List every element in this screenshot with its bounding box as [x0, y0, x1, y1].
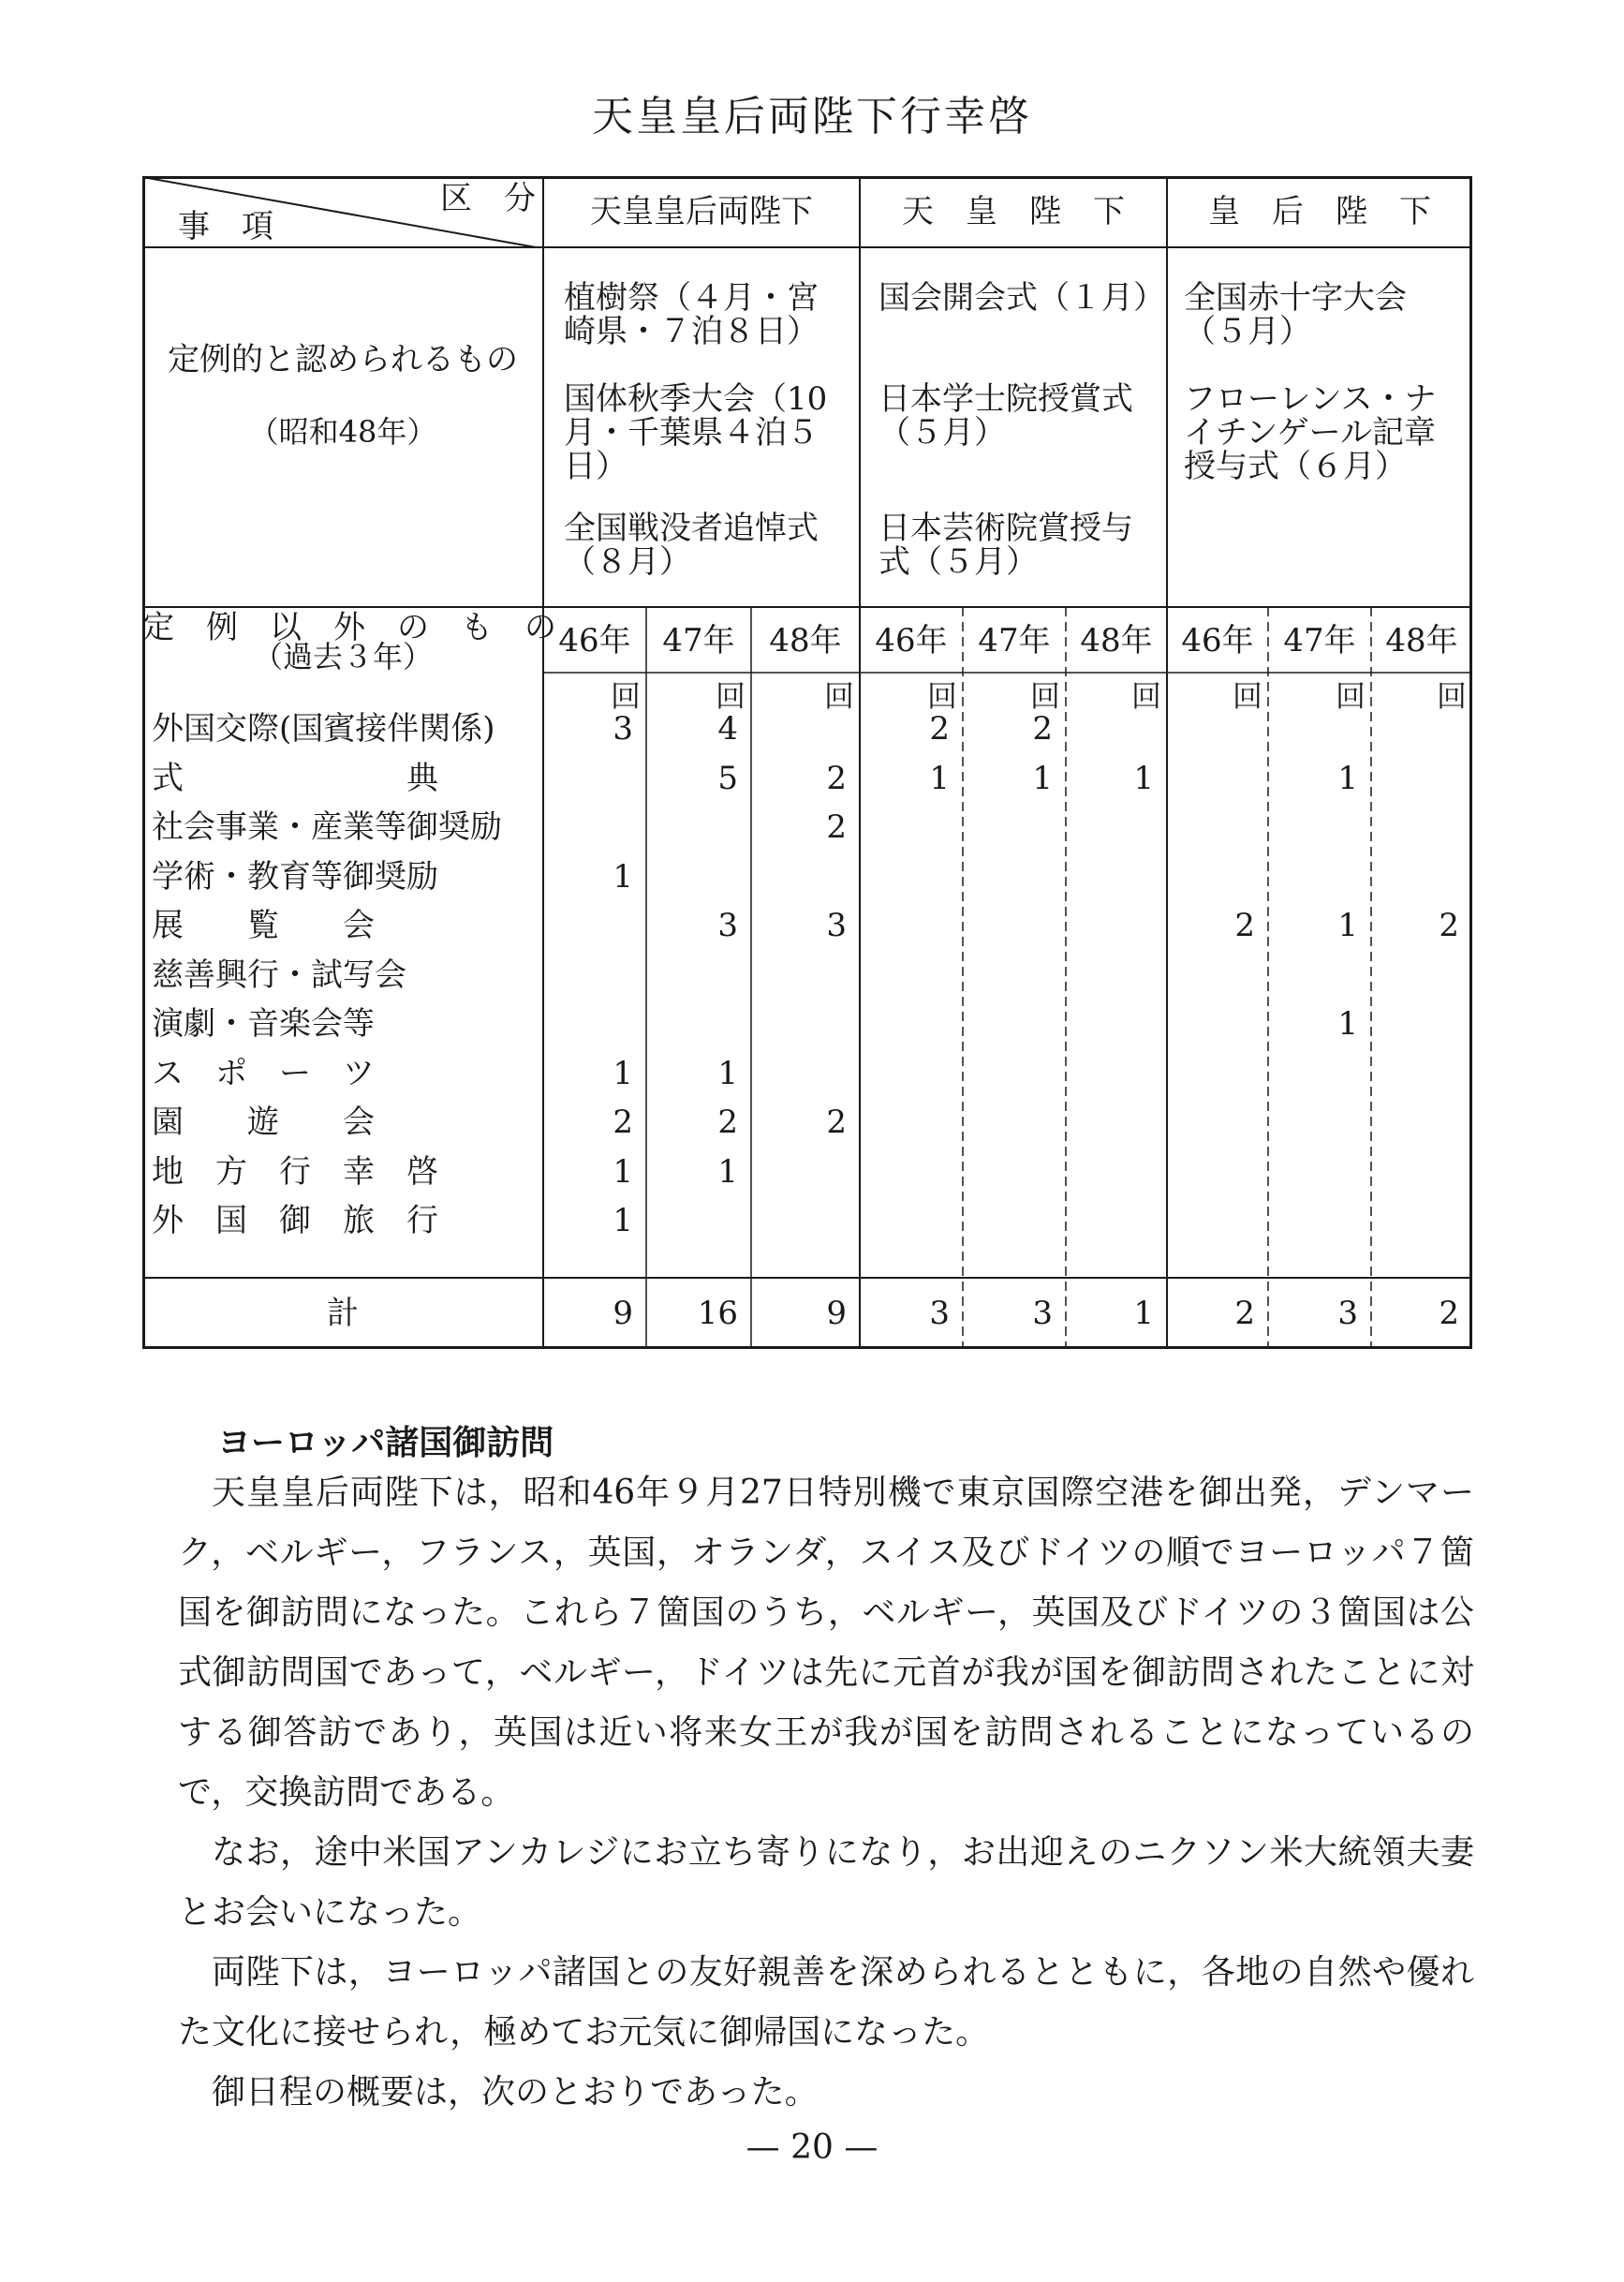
page-number: — 20 —	[746, 2128, 878, 2167]
count-value: 3	[826, 907, 847, 944]
year-header: 46年	[1181, 622, 1254, 659]
count-value: 1	[717, 1054, 738, 1092]
year-header: 47年	[662, 622, 735, 659]
count-value: 2	[1032, 710, 1053, 748]
unit-label: 回	[1436, 678, 1467, 714]
page-title: 天皇皇后両陛下行幸啓	[592, 93, 1032, 141]
count-value: 2	[826, 1104, 847, 1141]
row-label: 社会事業・産業等御奨励	[152, 808, 502, 846]
total-value: 9	[826, 1295, 847, 1332]
count-value: 2	[929, 710, 950, 748]
regular-events-label: 定例的と認められるもの	[168, 341, 518, 378]
year-header: 46年	[875, 622, 948, 659]
total-value: 1	[1133, 1295, 1154, 1332]
count-value: 1	[1337, 759, 1358, 797]
group-header-emperor: 天 皇 陛 下	[902, 193, 1125, 230]
section-heading: ヨーロッパ諸国御訪問	[217, 1424, 554, 1462]
paragraph: 御日程の概要は，次のとおりであった。	[212, 2073, 819, 2112]
event-table	[142, 176, 1472, 1349]
row-label: 地 方 行 幸 啓	[152, 1152, 438, 1191]
total-value: 9	[613, 1295, 633, 1332]
count-value: 1	[717, 1152, 738, 1191]
regular-event: 国体秋季大会（10 月・千葉県４泊５ 日）	[564, 380, 828, 485]
group-header-both: 天皇皇后両陛下	[590, 193, 813, 230]
unit-label: 回	[715, 678, 746, 714]
unit-label: 回	[610, 678, 641, 714]
regular-events-year: （昭和48年）	[248, 414, 437, 450]
corner-kubun-label: 区 分	[440, 180, 536, 217]
total-value: 3	[1032, 1295, 1053, 1332]
other-events-subtitle: （過去３年）	[252, 639, 433, 674]
row-label: ス ポ ー ツ	[152, 1054, 375, 1092]
paragraph: なお，途中米国アンカレジにお立ち寄りになり，お出迎えのニクソン米大統領夫妻とお会いになった。	[178, 1833, 1474, 1932]
count-value: 1	[1032, 759, 1053, 797]
corner-jikou-label: 事 項	[178, 208, 273, 245]
count-value: 3	[717, 907, 738, 944]
row-label: 式 典	[152, 759, 438, 797]
count-value: 1	[613, 1054, 633, 1092]
total-value: 16	[697, 1295, 738, 1332]
total-value: 2	[1439, 1295, 1459, 1332]
unit-label: 回	[823, 678, 854, 714]
count-value: 2	[613, 1104, 633, 1141]
count-value: 5	[717, 759, 738, 797]
count-value: 3	[613, 710, 633, 748]
unit-label: 回	[1232, 678, 1262, 714]
regular-event: 日本芸術院賞授与 式（５月）	[878, 510, 1133, 581]
paragraph: 両陛下は，ヨーロッパ諸国との友好親善を深められるとともに，各地の自然や優れた文化に接せられ，極めてお元気に御帰国になった。	[178, 1953, 1474, 2052]
year-header: 48年	[769, 622, 842, 659]
regular-event: 国会開会式（１月）	[878, 279, 1165, 317]
row-label: 学術・教育等御奨励	[152, 857, 438, 896]
count-value: 1	[929, 759, 950, 797]
count-value: 1	[1337, 1005, 1358, 1043]
total-value: 2	[1234, 1295, 1255, 1332]
unit-label: 回	[1130, 678, 1161, 714]
unit-label: 回	[1029, 678, 1060, 714]
count-value: 1	[613, 1152, 633, 1191]
year-header: 47年	[1283, 622, 1356, 659]
count-value: 1	[613, 857, 633, 896]
row-label: 慈善興行・試写会	[152, 956, 406, 994]
count-value: 1	[1133, 759, 1154, 797]
year-header: 48年	[1385, 622, 1458, 659]
count-value: 2	[717, 1104, 738, 1141]
unit-label: 回	[1335, 678, 1366, 714]
count-value: 2	[1234, 907, 1255, 944]
total-value: 3	[1337, 1295, 1358, 1332]
row-label: 外 国 御 旅 行	[152, 1202, 438, 1239]
paragraph: 天皇皇后両陛下は，昭和46年９月27日特別機で東京国際空港を御出発，デンマーク，ベルギー，フランス，英国，オランダ，スイス及びドイツの順でヨーロッパ７箇国を御訪問になった。これら７箇国のうち，ベルギー，英国及びドイツの３箇国は公式御訪問国であって，ベルギー，ドイツは先に元首が我が国を御訪問されたことに対する御答訪であり，英国は近い将来女王が我が国を訪問されることになっているので，交換訪問である。	[178, 1474, 1474, 1812]
total-value: 3	[929, 1295, 950, 1332]
row-label: 外国交際(国賓接伴関係)	[152, 710, 495, 748]
count-value: 1	[1337, 907, 1358, 944]
regular-event: 日本学士院授賞式 （５月）	[878, 380, 1133, 452]
year-header: 48年	[1080, 622, 1153, 659]
regular-event: 全国戦没者追悼式 （８月）	[564, 510, 819, 581]
year-header: 47年	[978, 622, 1051, 659]
other-events-label: 定 例 以 外 の も の	[142, 609, 556, 646]
regular-event: 植樹祭（４月・宮 崎県・７泊８日）	[564, 279, 819, 350]
row-label: 園 遊 会	[152, 1104, 375, 1141]
count-value: 2	[1439, 907, 1459, 944]
regular-event: フローレンス・ナ イチンゲール記章 授与式（６月）	[1184, 380, 1437, 485]
regular-event: 全国赤十字大会 （５月）	[1184, 279, 1407, 350]
count-value: 2	[826, 808, 847, 846]
group-header-empress: 皇 后 陛 下	[1208, 193, 1431, 230]
unit-label: 回	[926, 678, 957, 714]
count-value: 4	[717, 710, 738, 748]
count-value: 2	[826, 759, 847, 797]
row-label: 演劇・音楽会等	[152, 1005, 375, 1043]
total-label: 計	[327, 1295, 359, 1332]
year-header: 46年	[558, 622, 631, 659]
count-value: 1	[613, 1202, 633, 1239]
row-label: 展 覧 会	[152, 907, 375, 944]
